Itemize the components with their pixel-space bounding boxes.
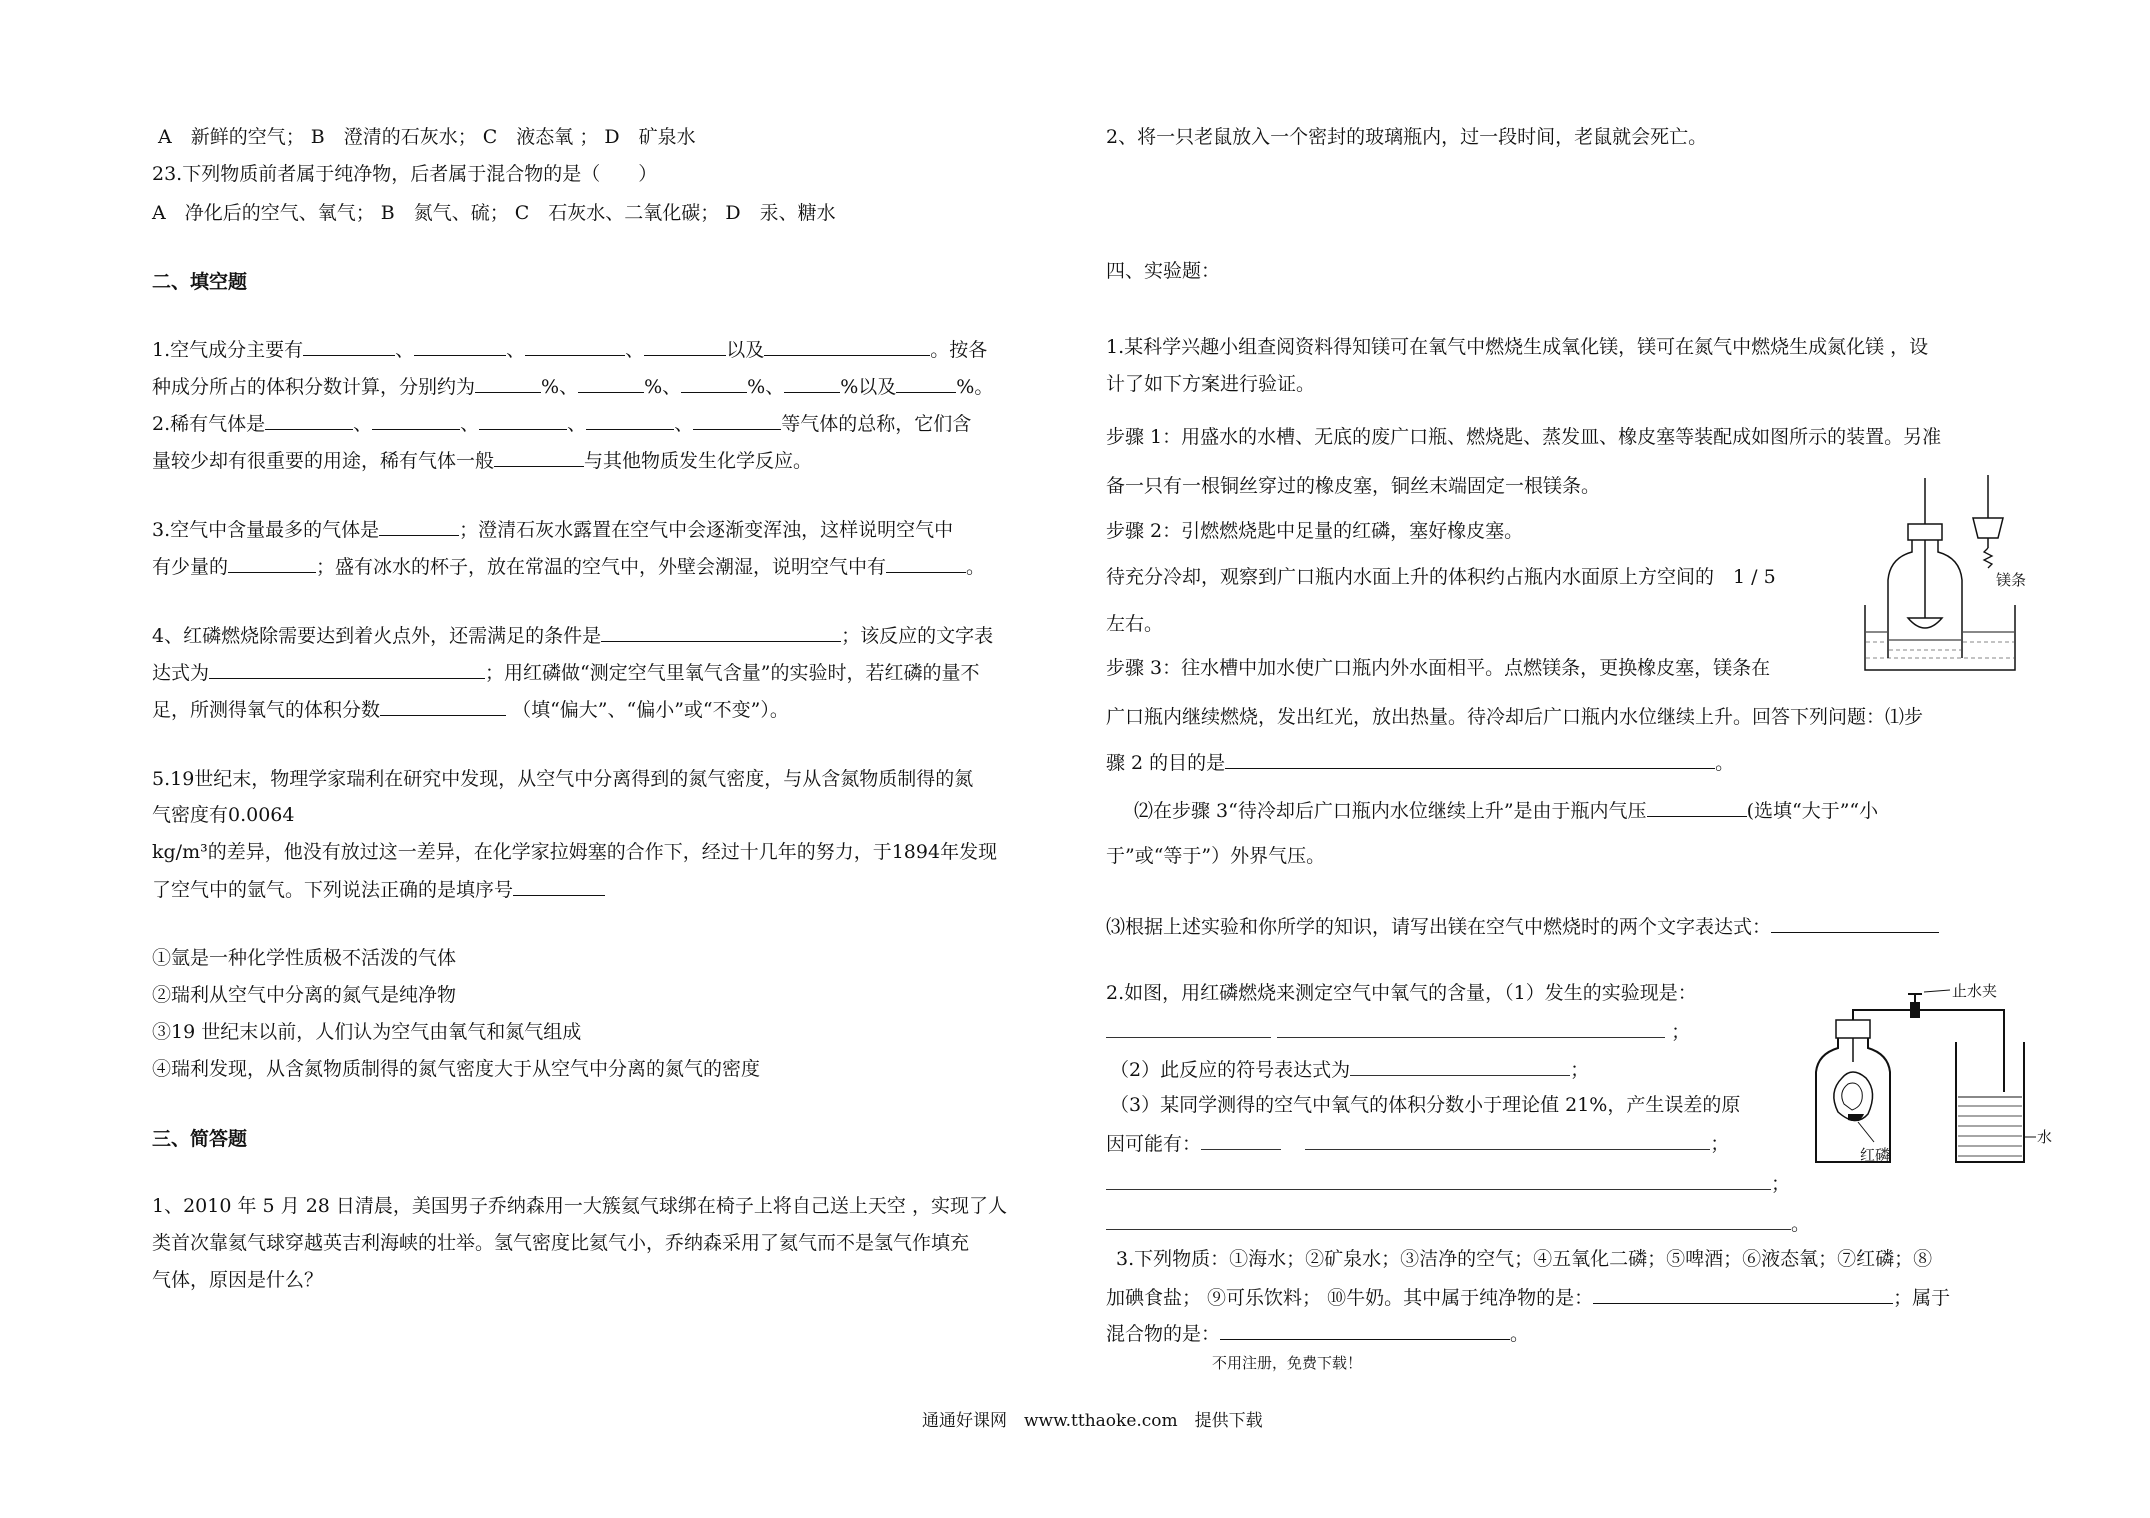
fill-q4-line2: 达式为 ；用红磷做“测定空气里氧气含量”的实验时，若红磷的量不 bbox=[152, 659, 979, 686]
exp1-step2-line3: 左右。 bbox=[1106, 613, 1164, 635]
exp1-step3-line1: 步骤 3：往水槽中加水使广口瓶内外水面相平。点燃镁条，更换橡皮塞，镁条在 bbox=[1106, 657, 1771, 679]
fill-q2-line2: 量较少却有很重要的用途，稀有气体一般 与其他物质发生化学反应。 bbox=[152, 447, 812, 474]
fill-q5-line1: 5.19世纪末，物理学家瑞利在研究中发现，从空气中分离得到的氮气密度，与从含氮物质制得的氮 bbox=[152, 768, 974, 790]
exp2-line1: 2.如图，用红磷燃烧来测定空气中氧气的含量，（1）发生的实验现是： bbox=[1106, 982, 1697, 1004]
exp2-blank-line1: ； bbox=[1106, 1018, 1690, 1045]
fill-q3-line1: 3.空气中含量最多的气体是 ；澄清石灰水露置在空气中会逐渐变浑浊，这样说明空气中 bbox=[152, 516, 953, 543]
exp3-line2: 加碘食盐； ⑨可乐饮料； ⑩牛奶。其中属于纯净物的是： ；属于 bbox=[1106, 1284, 1950, 1311]
q23-stem: 23.下列物质前者属于纯净物，后者属于混合物的是（ ） bbox=[152, 163, 658, 185]
exp2-blank-line3: 。 bbox=[1106, 1210, 1810, 1237]
exp1-q3: ⑶根据上述实验和你所学的知识，请写出镁在空气中燃烧时的两个文字表达式： bbox=[1106, 913, 1939, 940]
magnesium-ribbon-icon bbox=[1984, 548, 1992, 568]
water-clamp-icon bbox=[1910, 1002, 1920, 1018]
flask-stopper-icon bbox=[1836, 1020, 1870, 1038]
exp2-line3: （3）某同学测得的空气中氧气的体积分数小于理论值 21%，产生误差的原 bbox=[1110, 1094, 1741, 1116]
fill-q5-line2: 气密度有0.0064 bbox=[152, 804, 295, 826]
apparatus-figure-2 bbox=[1808, 982, 2053, 1182]
water-label: 水 bbox=[2037, 1130, 2053, 1146]
fill-q4-line1: 4、红磷燃烧除需要达到着火点外，还需满足的条件是 ；该反应的文字表 bbox=[152, 622, 993, 649]
combustion-spoon-icon bbox=[1908, 618, 1942, 628]
exp1-step3-line2: 广口瓶内继续燃烧，发出红光，放出热量。待冷却后广口瓶内水位继续上升。回答下列问题：⑴步 bbox=[1106, 706, 1924, 728]
rubber-stopper-icon bbox=[1973, 518, 2003, 538]
fill-q5-option3: ③19 世纪末以前，人们认为空气由氧气和氮气组成 bbox=[152, 1021, 582, 1043]
fill-q3-line2: 有少量的 ；盛有冰水的杯子，放在常温的空气中，外壁会潮湿，说明空气中有 。 bbox=[152, 553, 985, 580]
beaker-icon bbox=[1956, 1042, 2024, 1162]
magnesium-ribbon-label: 镁条 bbox=[1996, 573, 2027, 589]
exp1-q2-line2: 于”或“等于”）外界气压。 bbox=[1106, 845, 1326, 867]
exp1-intro-line2: 计了如下方案进行验证。 bbox=[1106, 373, 1316, 395]
bottle-stopper-icon bbox=[1908, 524, 1942, 540]
exp1-step2-line1: 步骤 2：引燃燃烧匙中足量的红磷，塞好橡皮塞。 bbox=[1106, 520, 1524, 542]
promo-text: 不用注册，免费下载！ bbox=[1212, 1354, 1363, 1372]
red-phosphorus-flame-icon bbox=[1834, 1072, 1873, 1121]
fill-q5-line4: 了空气中的氩气。下列说法正确的是填序号 bbox=[152, 876, 605, 903]
water-clamp-label: 止水夹 bbox=[1952, 984, 1998, 1000]
q22-options: A 新鲜的空气； B 澄清的石灰水； C 液态氧 ； D 矿泉水 bbox=[158, 126, 696, 148]
red-phosphorus-label: 红磷 bbox=[1860, 1148, 1891, 1164]
exp1-intro-line1: 1.某科学兴趣小组查阅资料得知镁可在氧气中燃烧生成氧化镁，镁可在氮气中燃烧生成氮化镁 ，设 bbox=[1106, 336, 1929, 358]
exp1-step1-line1: 步骤 1：用盛水的水槽、无底的废广口瓶、燃烧匙、蒸发皿、橡皮塞等装配成如图所示的装置。另准 bbox=[1106, 426, 1942, 448]
exp1-step2-line2: 待充分冷却，观察到广口瓶内水面上升的体积约占瓶内水面原上方空间的 1 / 5 bbox=[1106, 566, 1776, 588]
fill-q2-line1: 2.稀有气体是 、 、 、 、 等气体的总称，它们含 bbox=[152, 410, 971, 437]
exp2-line4: 因可能有： ； bbox=[1106, 1130, 1729, 1157]
fill-q5-option4: ④瑞利发现，从含氮物质制得的氮气密度大于从空气中分离的氮气的密度 bbox=[152, 1058, 761, 1080]
exp3-line1: 3.下列物质：①海水；②矿泉水；③洁净的空气；④五氧化二磷；⑤啤酒；⑥液态氧；⑦红磷；⑧ bbox=[1116, 1248, 1933, 1270]
fill-q4-line3: 足，所测得氧气的体积分数 （填“偏大”、“偏小”或“不变”）。 bbox=[152, 696, 789, 723]
fill-q1-line1: 1.空气成分主要有 、 、 、 以及 。按各 bbox=[152, 336, 987, 363]
exp1-q1: 骤 2 的目的是 。 bbox=[1106, 749, 1734, 776]
page-footer: 通通好课网 www.tthaoke.com 提供下载 bbox=[922, 1411, 1263, 1431]
apparatus-figure-1 bbox=[1860, 470, 2027, 680]
q23-options: A 净化后的空气、氧气； B 氮气、硫； C 石灰水、二氧化碳； D 汞、糖水 bbox=[152, 202, 836, 224]
exp2-line2: （2）此反应的符号表达式为 ； bbox=[1110, 1056, 1589, 1083]
short-q1-line2: 类首次靠氦气球穿越英吉利海峡的壮举。氢气密度比氦气小，乔纳森采用了氦气而不是氢气作填充 bbox=[152, 1232, 970, 1254]
fill-q5-option1: ①氩是一种化学性质极不活泼的气体 bbox=[152, 947, 457, 969]
fill-q5-option2: ②瑞利从空气中分离的氮气是纯净物 bbox=[152, 984, 457, 1006]
short-q1-line3: 气体，原因是什么？ bbox=[152, 1269, 324, 1291]
section-fill-blank-title: 二、填空题 bbox=[152, 271, 248, 293]
fill-q5-line3: kg/m³的差异，他没有放过这一差异，在化学家拉姆塞的合作下，经过十几年的努力，于1894年发现 bbox=[152, 841, 998, 863]
section-experiment-title: 四、实验题： bbox=[1106, 260, 1221, 282]
exp1-q2-line1: ⑵在步骤 3“待冷却后广口瓶内水位继续上升”是由于瓶内气压 (选填“大于”“小 bbox=[1134, 797, 1878, 824]
exp2-blank-line2: ； bbox=[1106, 1170, 1790, 1197]
short-q2: 2、将一只老鼠放入一个密封的玻璃瓶内，过一段时间，老鼠就会死亡。 bbox=[1106, 126, 1708, 148]
exp1-step1-line2: 备一只有一根铜丝穿过的橡皮塞，铜丝末端固定一根镁条。 bbox=[1106, 475, 1601, 497]
section-short-answer-title: 三、简答题 bbox=[152, 1128, 248, 1150]
short-q1-line1: 1、2010 年 5 月 28 日清晨，美国男子乔纳森用一大簇氦气球绑在椅子上将自己送上天空 ，实现了人 bbox=[152, 1195, 1007, 1217]
fill-q1-line2: 种成分所占的体积分数计算，分别约为 %、 %、 %、 %以及 %。 bbox=[152, 373, 993, 400]
exp3-line3: 混合物的是： 。 bbox=[1106, 1320, 1529, 1347]
